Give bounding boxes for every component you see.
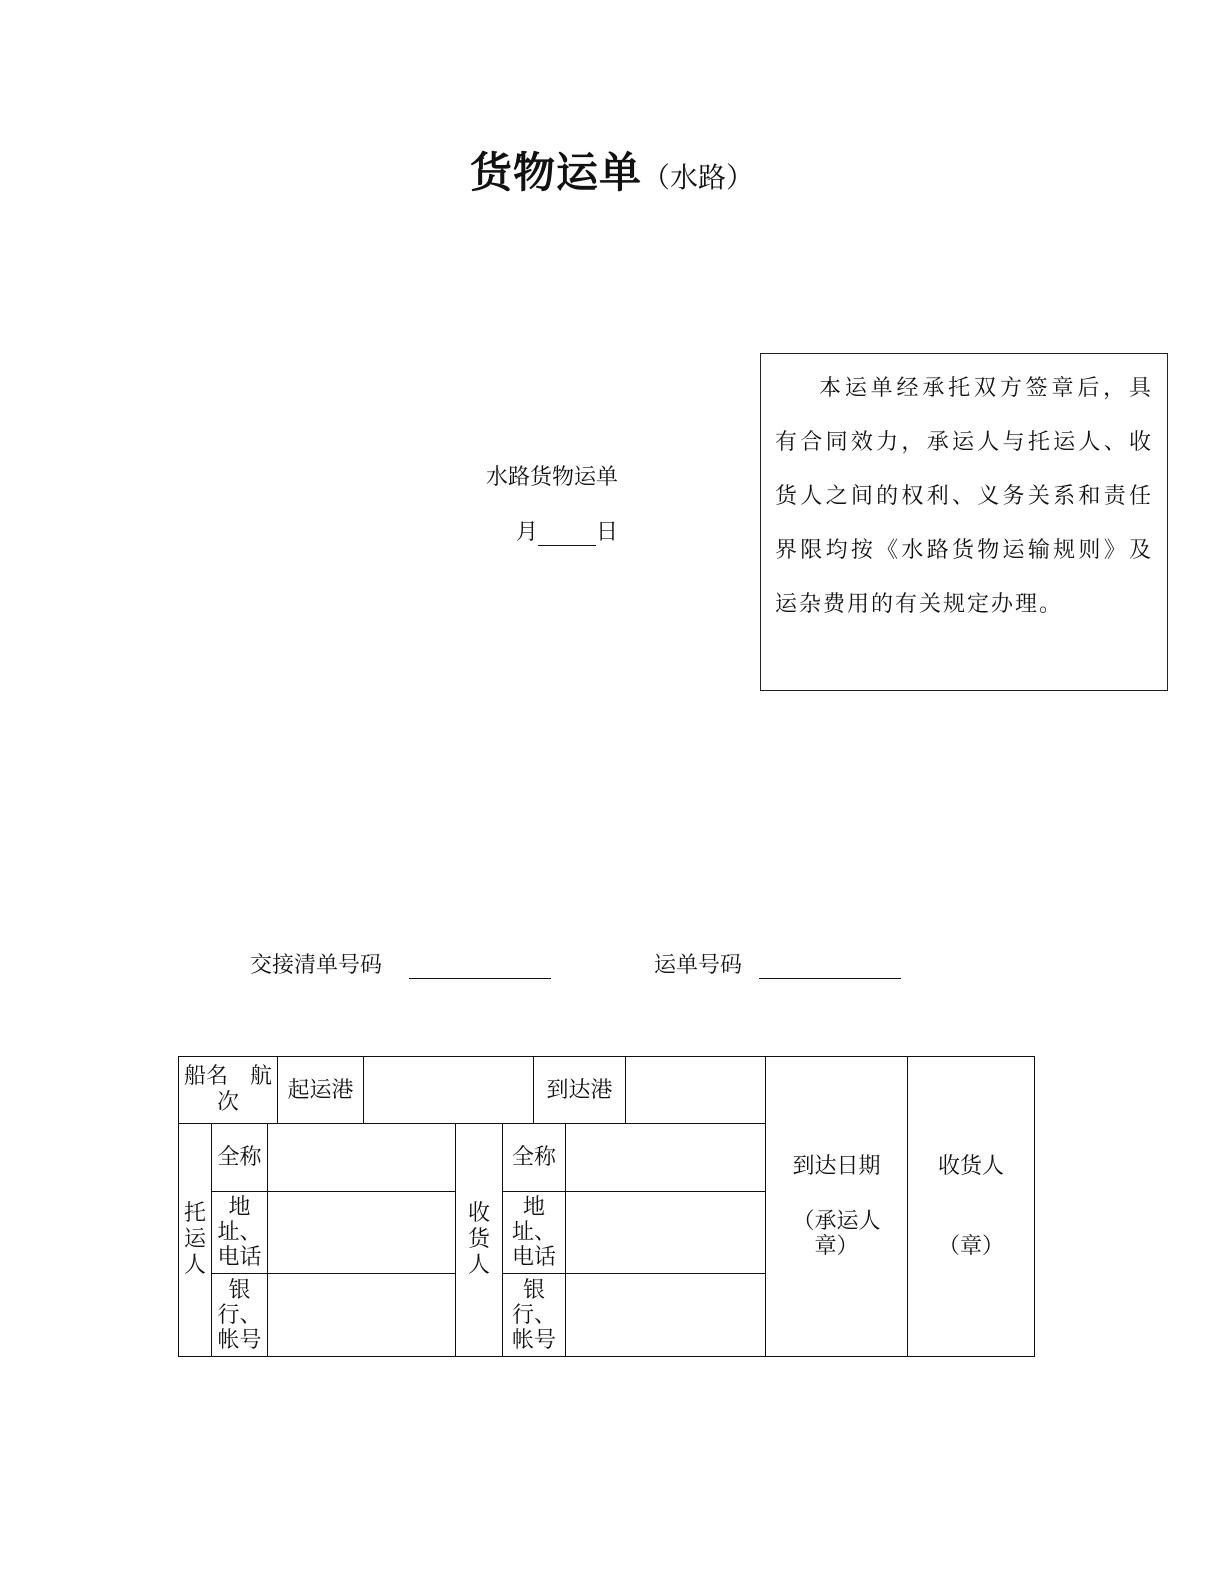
arrival-date-label: 到达日期 — [792, 1154, 881, 1179]
consignee-full-name-label: 全称 — [511, 1145, 556, 1170]
document-title — [0, 140, 1224, 200]
arrival-port-label-cell — [533, 1056, 626, 1124]
shipper-address-label-cell — [211, 1191, 268, 1274]
shipper-bank-label: 银行、帐号 — [217, 1277, 262, 1353]
waybill-number-field — [654, 948, 901, 979]
consignee-stamp-title: 收货人 — [937, 1154, 1004, 1179]
consignee-bank-label-cell — [502, 1273, 566, 1357]
consignee-stamp-cell[interactable] — [907, 1056, 1035, 1357]
departure-port-label-cell — [277, 1056, 364, 1124]
consignee-label: 收货人 — [467, 1201, 490, 1278]
shipper-full-name-label-cell — [211, 1123, 268, 1192]
day-label: 日 — [595, 520, 618, 545]
contract-notice-box — [760, 353, 1168, 691]
shipper-full-name-value[interactable] — [267, 1123, 456, 1192]
handover-list-input[interactable] — [409, 956, 551, 979]
notice-text: 本运单经承托双方签章后，具有合同效力，承运人与托运人、收货人之间的权利、义务关系和责任界限均按《水路货物运输规则》及运杂费用的有关规定办理。 — [775, 376, 1153, 617]
departure-port-value-cell[interactable] — [363, 1056, 534, 1124]
consignee-full-name-value[interactable] — [565, 1123, 766, 1192]
waybill-number-input[interactable] — [759, 956, 901, 979]
consignee-address-value[interactable] — [565, 1191, 766, 1274]
shipper-full-name-label: 全称 — [217, 1145, 262, 1170]
consignee-address-label: 地址、电话 — [511, 1195, 556, 1270]
consignee-full-name-label-cell — [502, 1123, 566, 1192]
handover-list-label: 交接清单号码 — [250, 953, 383, 978]
shipper-bank-label-cell — [211, 1273, 268, 1357]
departure-port-label: 起运港 — [287, 1077, 354, 1103]
form-name: 水路货物运单 — [485, 465, 618, 490]
arrival-date-cell[interactable] — [765, 1056, 908, 1357]
shipper-address-label: 地址、电话 — [217, 1195, 262, 1270]
date-line — [318, 515, 618, 546]
shipper-bank-value[interactable] — [267, 1273, 456, 1357]
arrival-port-label: 到达港 — [546, 1077, 613, 1103]
consignee-label-cell — [455, 1123, 503, 1357]
ship-voyage-label-cell — [178, 1056, 278, 1124]
shipper-label-cell — [178, 1123, 212, 1357]
day-blank[interactable] — [538, 523, 596, 546]
consignee-stamp-label: （章） — [937, 1234, 1004, 1259]
title-main: 货物运单 — [469, 148, 642, 197]
shipper-label: 托运人 — [183, 1201, 206, 1278]
carrier-stamp-label: （承运人章） — [792, 1209, 881, 1259]
month-label: 月 — [515, 520, 538, 545]
handover-list-field — [250, 948, 551, 979]
arrival-port-value-cell[interactable] — [625, 1056, 766, 1124]
ship-voyage-label: 船名 航次 — [183, 1064, 272, 1115]
shipper-address-value[interactable] — [267, 1191, 456, 1274]
title-subtitle: （水路） — [642, 161, 755, 194]
consignee-address-label-cell — [502, 1191, 566, 1274]
consignee-bank-label: 银行、帐号 — [511, 1277, 556, 1353]
consignee-bank-value[interactable] — [565, 1273, 766, 1357]
waybill-number-label: 运单号码 — [654, 953, 743, 978]
